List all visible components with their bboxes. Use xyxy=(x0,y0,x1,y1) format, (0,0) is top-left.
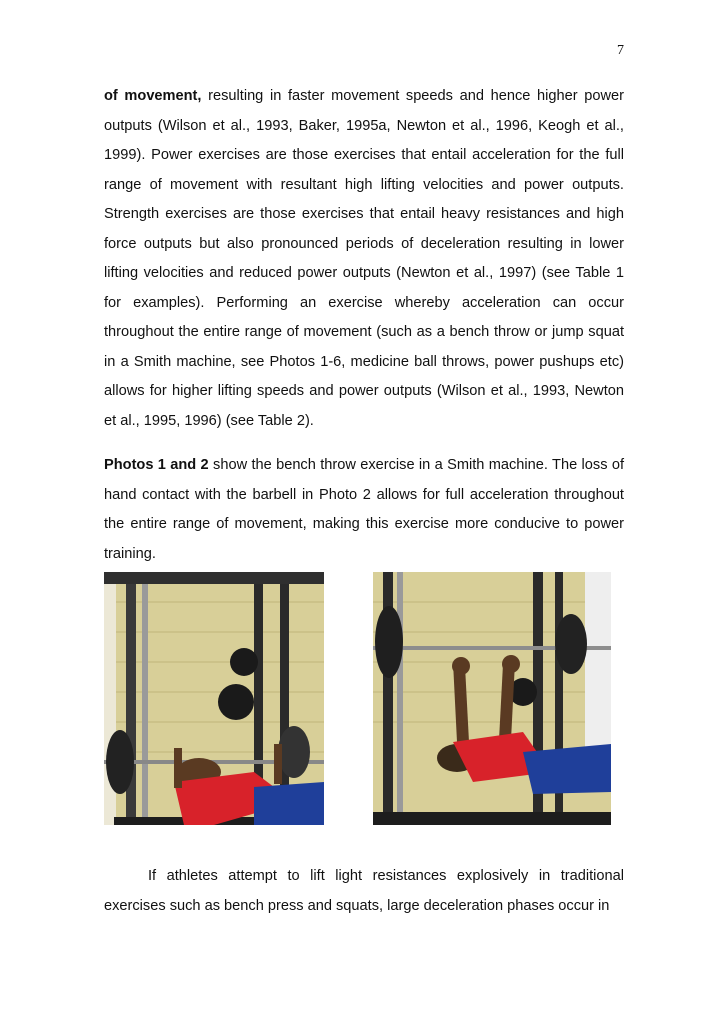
paragraph-body: resulting in faster movement speeds and hence higher power outputs (Wilson et al., 1993, Baker, 1995a, Newton et al., 1996, Keogh et al., 1999). Power exercises are those exercises that entail acceleration for the full range of movement with resultant high lifting velocities and power outputs. Strength exercises are those exercises that entail heavy resistances and high force outputs but also pronounced periods of deceleration resulting in lower lifting velocities and reduced power outputs (Newton et al., 1997) (see Table 1 for examples). Performing an exercise whereby acceleration can occur throughout the entire range of movement (such as a bench throw or jump squat in a Smith machine, see Photos 1-6, medicine ball throws, power pushups etc) allows for higher lifting speeds and power outputs (Wilson et al., 1993, Newton et al., 1995, 1996) (see Table 2). xyxy=(104,88,624,429)
photo-1-bench-throw-hands-on-bar xyxy=(104,572,324,825)
paragraph-body: If athletes attempt to lift light resistances explosively in traditional exercises such as bench press and squats, large deceleration phases occur in xyxy=(104,868,624,914)
paragraph-deceleration xyxy=(104,862,624,921)
page-number: 7 xyxy=(617,43,624,58)
paragraph-photos-description xyxy=(104,451,624,569)
paragraph-lead-bold: Photos 1 and 2 xyxy=(104,457,209,473)
paragraph-body: show the bench throw exercise in a Smith machine. The loss of hand contact with the barbell in Photo 2 allows for full acceleration throughout the entire range of movement, making this exercise more conducive to power training. xyxy=(104,457,625,562)
photo-2-bench-throw-release xyxy=(373,572,611,825)
paragraph-lead-bold: of movement, xyxy=(104,88,202,104)
paragraph-power-exercises xyxy=(104,82,624,436)
